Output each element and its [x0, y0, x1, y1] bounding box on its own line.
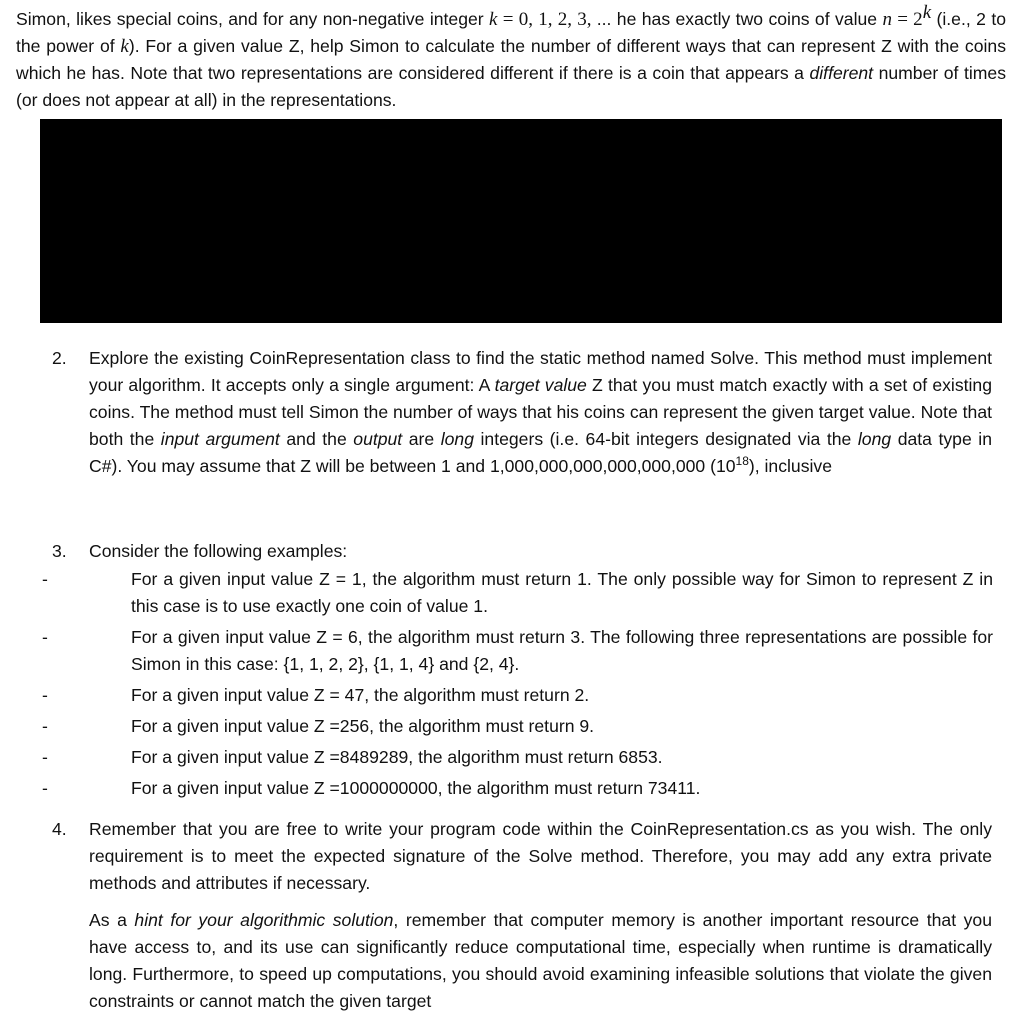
- intro-paragraph: Simon, likes special coins, and for any non-negative integer k = 0, 1, 2, 3, ... he has exactly two coins of value $n = 2^k$ (i.e., 2 to the power of k). For a given value Z, help Simon to calculate the number of different ways that can represent Z with the coins which he has. Note that two representations are considered different if there is a coin that appears a different number of times (or does not appear at all) in the representations.: [16, 2, 1007, 110]
- example-1: For a given input value Z = 1, the algorithm must return 1. The only possible way for Simon to represent Z in this case is to use exactly one coin of value 1.: [131, 569, 993, 616]
- example-3: For a given input value Z = 47, the algorithm must return 2.: [131, 685, 590, 705]
- bullet-dash: -: [42, 627, 48, 647]
- item-number: 4.: [52, 819, 67, 839]
- example-5: For a given input value Z =8489289, the algorithm must return 6853.: [131, 747, 663, 767]
- item-number: 2.: [52, 348, 67, 368]
- list-item-4: [52, 816, 992, 897]
- redacted-block: [40, 119, 1002, 323]
- bullet-dash: -: [42, 716, 48, 736]
- bullet-dash: -: [42, 685, 48, 705]
- example-6: For a given input value Z =1000000000, the algorithm must return 73411.: [131, 778, 701, 798]
- bullet-dash: -: [42, 747, 48, 767]
- item-3-heading: Consider the following examples:: [89, 541, 348, 561]
- item-number: 3.: [52, 541, 67, 561]
- example-4: For a given input value Z =256, the algorithm must return 9.: [131, 716, 595, 736]
- example-2: For a given input value Z = 6, the algorithm must return 3. The following three representations are possible for Simon in this case: {1, 1, 2, 2}, {1, 1, 4} and {2, 4}.: [131, 627, 993, 674]
- list-item-2: [52, 345, 992, 480]
- item-2-text: Explore the existing CoinRepresentation class to find the static method named Solve. This method must implement your algorithm. It accepts only a single argument: A target value Z that you must match exactly with a set of existing coins. The method must tell Simon the number of ways that his coins can represent the given target value. Note that both the input argument and the output are long integers (i.e. 64-bit integers designated via the long data type in C#). You may assume that Z will be between 1 and 1,000,000,000,000,000,000 $(10^{18})$, inclusive: [89, 348, 992, 476]
- hint-paragraph: As a hint for your algorithmic solution, remember that computer memory is another important resource that you have access to, and its use can significantly reduce computational time, especially when runtime is dramatically long. Furthermore, to speed up computations, you should avoid examining infeasible solutions that violate the given constraints or cannot match the given target: [89, 910, 993, 1011]
- item-4-text: Remember that you are free to write your program code within the CoinRepresentation.cs as you wish. The only requirement is to meet the expected signature of the Solve method. Therefore, you may add any extra private methods and attributes if necessary.: [89, 819, 992, 893]
- bullet-dash: -: [42, 569, 48, 589]
- bullet-dash: -: [42, 778, 48, 798]
- list-item-3: [52, 538, 992, 565]
